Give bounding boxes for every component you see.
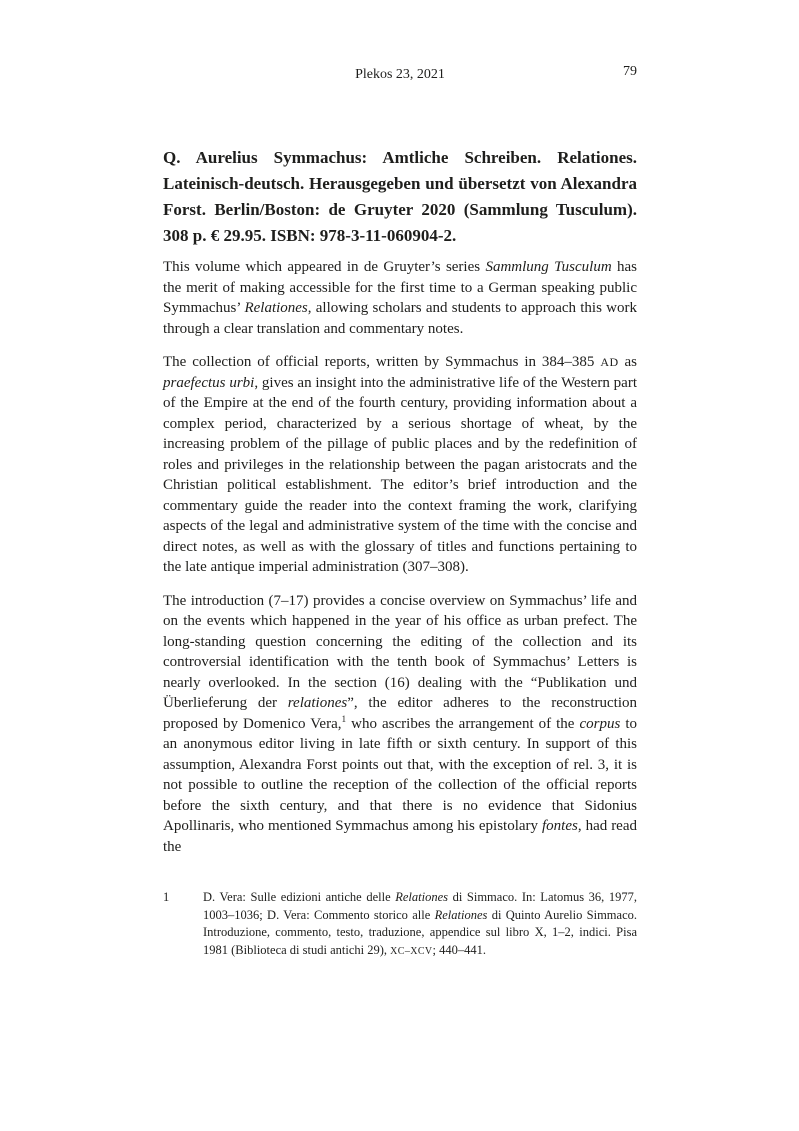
journal-header: Plekos 23, 2021: [355, 67, 445, 82]
text-segment: The collection of official reports, written by Symmachus in 384–385: [163, 354, 601, 370]
page: [163, 66, 637, 960]
paragraph: [163, 591, 637, 858]
paragraph: [163, 352, 637, 578]
footnote: [163, 889, 637, 960]
text-segment: Relationes: [244, 300, 308, 316]
text-segment: The introduction (7–17) provides a concise overview on Symmachus’ life and on the events which happened in the year of his office as urban prefect. The long-standing question concerning the editing of the collection and its controversial identification with the tenth book of Symmachus’ Letters is nearly overlooked. In the section (16) dealing with the “Publikation und Überlieferung der: [163, 592, 637, 711]
text-segment: di Simmaco. In: Latomus 36, 1977, 1003–1036; D. Vera: Commento storico alle: [203, 890, 637, 922]
review-title: [163, 145, 637, 249]
text-segment: Sammlung Tusculum: [485, 259, 612, 275]
text-segment: , allowing scholars and students to approach this work through a clear translation and commentary notes.: [163, 300, 637, 337]
text-segment: who ascribes the arrangement of the: [346, 715, 580, 732]
text-segment: as: [618, 354, 637, 370]
text-segment: Relationes: [395, 890, 448, 904]
text-segment: to an anonymous editor living in late fifth or sixth century. In support of this assumption, Alexandra Forst points out that, with the exception of rel. 3, it is not possible to outline the reception of the collection of the official reports before the sixth century, and that there is no evidence that Sidonius Apollinaris, who mentioned Symmachus among his epistolary: [163, 715, 638, 834]
page-number: 79: [623, 64, 637, 79]
text-segment: di Quinto Aurelio Simmaco. Introduzione, commento, testo, traduzione, appendice sul libro X, 1–2, indici. Pisa 1981 (Biblioteca di studi antichi 29),: [203, 907, 637, 957]
text-segment: corpus: [579, 715, 621, 732]
text-segment: , had read the: [163, 818, 637, 855]
text-segment: , gives an insight into the administrative life of the Western part of the Empire at the end of the fourth century, providing information about a complex period, characterized by a serious shortage of wheat, by the increasing problem of the pillage of public places and by the redefinition of roles and privileges in the relationship between the pagan aristocrats and the Christian political establishment. The editor’s brief introduction and the commentary guide the reader into the context framing the work, clarifying aspects of the legal and administrative system of the time with the concise and direct notes, as well as with the glossary of titles and functions pertaining to the late antique imperial administration (307–308).: [163, 374, 637, 575]
footnote-ref: 1: [341, 714, 347, 725]
text-segment: has the merit of making accessible for the first time to a German speaking public Symmachus’: [163, 259, 638, 316]
text-segment: ”, the editor adheres to the reconstruction proposed by Domenico Vera,: [163, 695, 638, 732]
text-segment: This volume which appeared in de Gruyter’s series: [163, 259, 486, 275]
body-paragraphs: [163, 257, 637, 857]
text-segment: ; 440–441.: [432, 942, 487, 957]
text-segment: D. Vera: Sulle edizioni antiche delle: [203, 890, 396, 904]
text-segment: AD: [600, 355, 619, 369]
page-header: [163, 66, 637, 84]
footnote-number: 1: [163, 890, 170, 904]
text-segment: Q. Aurelius Symmachus: Amtliche Schreiben. Relationes. Lateinisch-deutsch. Herausgegeben und übersetzt von Alexandra Forst. Berlin/Boston: de Gruyter 2020 (Sammlung Tusculum). 308 p. € 29.95. ISBN: 978-3-11-060904-2.: [163, 148, 637, 245]
text-segment: XC–XCV: [390, 945, 433, 957]
paragraph: [163, 257, 637, 339]
footnote-text: [203, 889, 637, 960]
text-segment: relationes: [287, 695, 348, 711]
text-segment: praefectus urbi: [163, 374, 255, 391]
text-segment: Relationes: [434, 907, 488, 922]
text-segment: fontes: [542, 818, 578, 834]
